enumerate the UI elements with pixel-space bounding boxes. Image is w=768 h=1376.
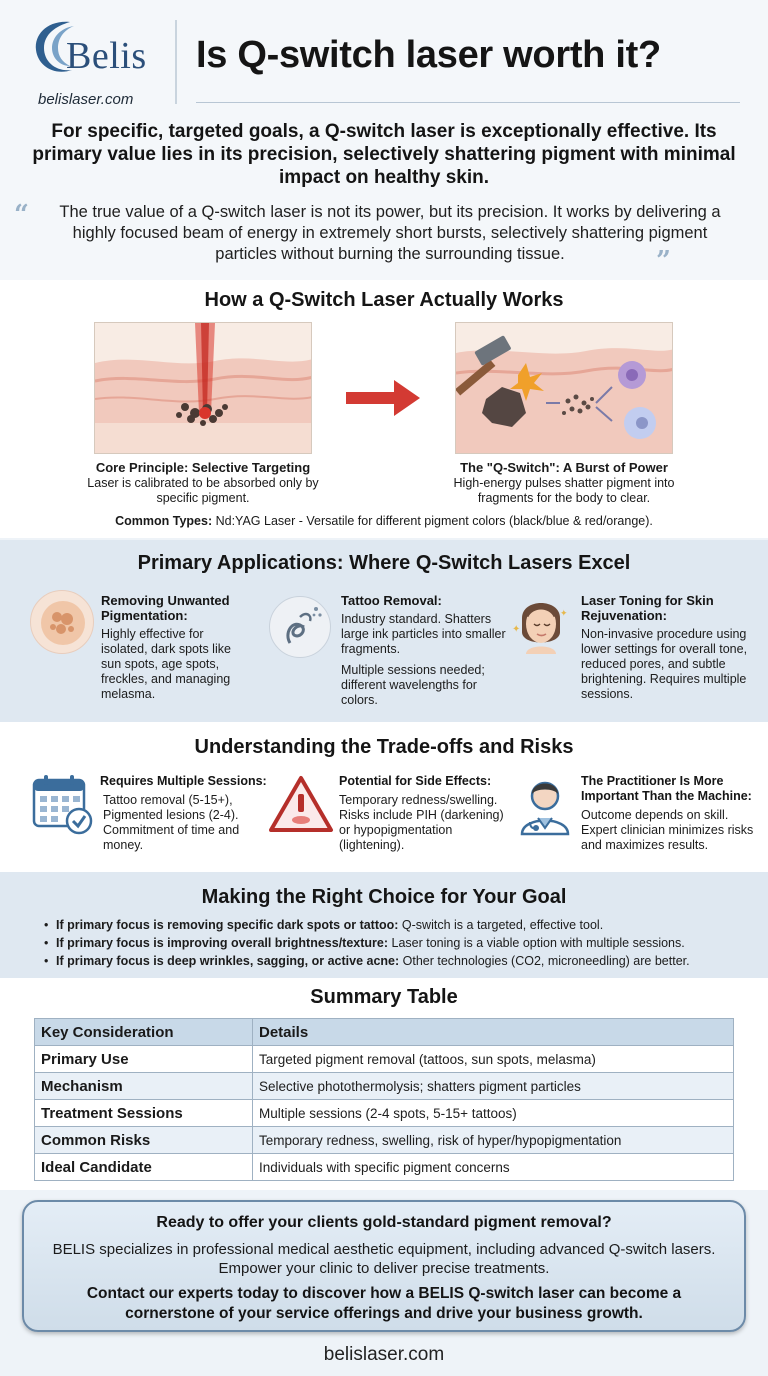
- header-divider: [175, 20, 177, 104]
- choice-item: • If primary focus is removing specific dark spots or tattoo: Q-switch is a targeted, effective tool.: [44, 916, 690, 934]
- table-cell-value: Multiple sessions (2-4 spots, 5-15+ tattoos): [253, 1100, 734, 1127]
- table-header-details: Details: [253, 1019, 734, 1046]
- risk-sessions: [100, 774, 270, 853]
- skin-laser-illustration: [94, 322, 312, 454]
- risk-side-effects-text: Temporary redness/swelling. Risks include PIH (darkening) or hypopigmentation (lightening).: [339, 793, 504, 852]
- header: [0, 0, 768, 112]
- application-toning-heading: Laser Toning for Skin Rejuvenation:: [581, 593, 714, 623]
- common-types-text: Nd:YAG Laser - Versatile for different pigment colors (black/blue & red/orange).: [215, 514, 653, 528]
- how-title: How a Q-Switch Laser Actually Works: [204, 289, 564, 311]
- footer-url[interactable]: belislaser.com: [323, 1344, 445, 1365]
- pigment-spot-icon: [30, 590, 94, 654]
- table-header-key: Key Consideration: [35, 1019, 253, 1046]
- warning-icon: [268, 774, 334, 834]
- core-principle-heading: Core Principle: Selective Targeting: [95, 460, 311, 475]
- summary-title: Summary Table: [310, 986, 458, 1008]
- core-principle-text: Laser is calibrated to be absorbed only by specific pigment.: [87, 476, 319, 505]
- application-toning-text: Non-invasive procedure using lower settings for overall tone, reduced pores, and subtle brightening. Requires multiple sessions.: [581, 627, 748, 701]
- risk-sessions-text: Tattoo removal (5-15+), Pigmented lesions (2-4). Commitment of time and money.: [103, 793, 240, 852]
- cta-box[interactable]: [22, 1200, 746, 1332]
- q-switch-caption: [446, 460, 682, 506]
- pigment-shatter-illustration: [455, 322, 673, 454]
- summary-table: [34, 1018, 734, 1181]
- application-pigmentation: [101, 593, 251, 702]
- quote-open-icon: “: [14, 200, 29, 230]
- application-pigmentation-heading: Removing Unwanted Pigmentation:: [101, 593, 230, 623]
- hammer-icon: [456, 323, 673, 454]
- table-cell-value: Individuals with specific pigment concerns: [253, 1154, 734, 1181]
- cta-heading: Ready to offer your clients gold-standard pigment removal?: [156, 1214, 612, 1231]
- application-tattoo-heading: Tattoo Removal:: [341, 593, 442, 608]
- table-row: [35, 1154, 734, 1181]
- common-types: [0, 514, 768, 528]
- table-cell-value: Selective photothermolysis; shatters pigment particles: [253, 1073, 734, 1100]
- table-cell-value: Temporary redness, swelling, risk of hyper/hypopigmentation: [253, 1127, 734, 1154]
- risk-side-effects-heading: Potential for Side Effects:: [339, 774, 492, 788]
- core-principle-caption: [84, 460, 322, 506]
- svg-text:✦: ✦: [560, 609, 568, 619]
- title-rule: [196, 102, 740, 103]
- cta-contact-text: Contact our experts today to discover how a BELIS Q-switch laser can become a cornerstone of your service offerings and drive your business growth.: [86, 1285, 682, 1322]
- intro-text: For specific, targeted goals, a Q-switch laser is exceptionally effective. Its primary value lies in its precision, selectively shattering pigment with minimal impact on healthy skin.: [32, 121, 736, 188]
- table-row: [35, 1127, 734, 1154]
- table-cell-key: Ideal Candidate: [35, 1154, 253, 1181]
- tattoo-icon: [269, 596, 331, 658]
- application-toning: [581, 593, 751, 702]
- table-cell-key: Primary Use: [35, 1046, 253, 1073]
- table-row: [35, 1100, 734, 1127]
- choice-title: Making the Right Choice for Your Goal: [201, 886, 567, 908]
- cta-text: BELIS specializes in professional medical aesthetic equipment, including advanced Q-switch lasers. Empower your clinic to deliver precise treatments.: [52, 1241, 716, 1277]
- table-cell-key: Common Risks: [35, 1127, 253, 1154]
- risk-sessions-heading: Requires Multiple Sessions:: [100, 774, 267, 788]
- risk-practitioner: [581, 774, 761, 853]
- svg-text:✦: ✦: [512, 624, 521, 635]
- table-cell-key: Mechanism: [35, 1073, 253, 1100]
- logo[interactable]: [28, 14, 168, 108]
- laser-beam-icon: [95, 323, 312, 454]
- choice-list: [44, 916, 690, 970]
- doctor-icon: [516, 772, 574, 836]
- table-cell-value: Targeted pigment removal (tattoos, sun spots, melasma): [253, 1046, 734, 1073]
- risk-side-effects: [339, 774, 514, 853]
- application-tattoo: [341, 593, 506, 708]
- risk-practitioner-heading: The Practitioner Is More Important Than the Machine:: [581, 774, 752, 803]
- table-cell-key: Treatment Sessions: [35, 1100, 253, 1127]
- arrow-right-icon: [346, 378, 422, 418]
- choice-item: • If primary focus is improving overall brightness/texture: Laser toning is a viable option with multiple sessions.: [44, 934, 690, 952]
- q-switch-heading: The "Q-Switch": A Burst of Power: [460, 460, 668, 475]
- page-title: Is Q-switch laser worth it?: [196, 34, 661, 76]
- table-row: [35, 1073, 734, 1100]
- application-pigmentation-text: Highly effective for isolated, dark spots like sun spots, age spots, freckles, and managing melasma.: [101, 627, 231, 701]
- risks-title: Understanding the Trade-offs and Risks: [194, 736, 574, 758]
- applications-title: Primary Applications: Where Q-Switch Lasers Excel: [137, 552, 631, 574]
- calendar-icon: [32, 772, 94, 836]
- q-switch-text: High-energy pulses shatter pigment into fragments for the body to clear.: [453, 476, 675, 505]
- table-header-row: [35, 1019, 734, 1046]
- common-types-label: Common Types:: [115, 514, 213, 528]
- quote-close-icon: ”: [656, 246, 671, 276]
- table-row: [35, 1046, 734, 1073]
- application-tattoo-text-2: Multiple sessions needed; different wavelengths for colors.: [341, 663, 485, 707]
- logo-wordmark: Belis: [66, 35, 147, 77]
- application-tattoo-text: Industry standard. Shatters large ink particles into smaller fragments.: [341, 612, 506, 656]
- logo-url: belislaser.com: [38, 91, 134, 108]
- risk-practitioner-text: Outcome depends on skill. Expert clinician minimizes risks and maximizes results.: [581, 808, 754, 852]
- choice-item: • If primary focus is deep wrinkles, sagging, or active acne: Other technologies (CO2, microneedling) are better.: [44, 952, 690, 970]
- quote-text: The true value of a Q-switch laser is not its power, but its precision. It works by delivering a highly focused beam of energy in extremely short bursts, selectively shattering pigment particles without burning the surrounding tissue.: [59, 203, 721, 263]
- face-toning-icon: [510, 588, 572, 658]
